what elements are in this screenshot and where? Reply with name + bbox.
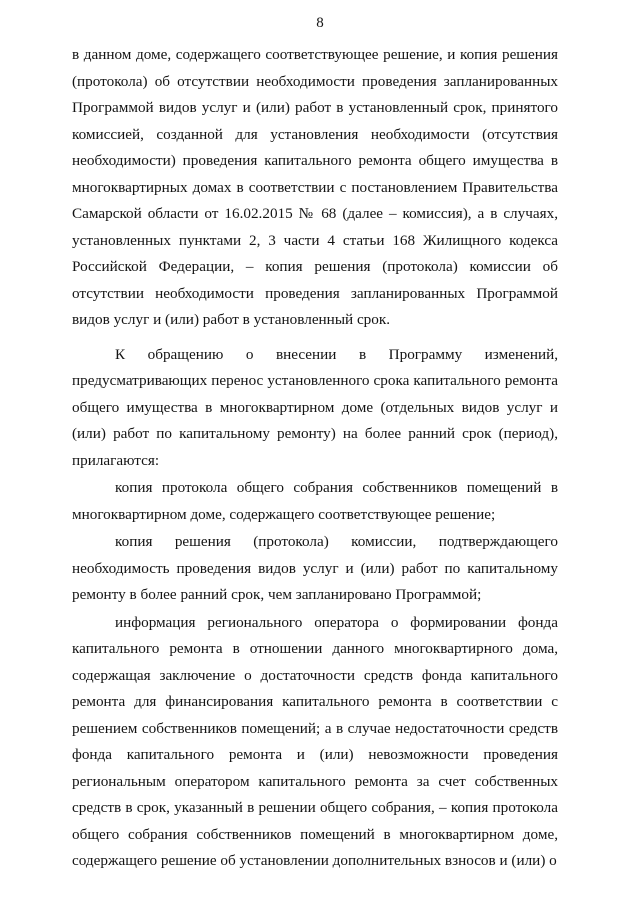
list-item-operator-information: информация регионального оператора о формировании фонда капитального ремонта в отношении данного многоквартирного дома, содержащая заключение о достаточности средств фонда капитального ремонта для финансирования капитального ремонта в соответствии с решением собственников помещений; а в случае недостаточности средств фонда капитального ремонта и (или) невозможности проведения региональным оператором капитального ремонта за счет собственных средств в срок, указанный в решении общего собрания, – копия протокола общего собрания собственников помещений в многоквартирном доме, содержащего решение об установлении дополнительных взносов и (или) о (72, 613, 558, 869)
paragraph-attachments-intro: К обращению о внесении в Программу изменений, предусматривающих перенос установленного срока капитального ремонта общего имущества в многоквартирном доме (отдельных видов услуг и (или) работ по капитальному ремонту) на более ранний срок (период), прилагаются: (72, 345, 558, 469)
list-item-meeting-protocol: копия протокола общего собрания собственников помещений в многоквартирном доме, содержащего соответствующее решение; (72, 479, 558, 523)
page-number: 8 (316, 15, 324, 31)
paragraph-continuation: в данном доме, содержащего соответствующее решение, и копия решения (протокола) об отсутствии необходимости проведения запланированных Программой видов услуг и (или) работ в установленный срок, принятого комиссией, созданной для установления необходимости (отсутствия необходимости) проведения капитального ремонта общего имущества в многоквартирных домах в соответствии с постановлением Правительства Самарской области от 16.02.2015 № 68 (далее – комиссия), а в случаях, установленных пунктами 2, 3 части 4 статьи 168 Жилищного кодекса Российской Федерации, – копия решения (протокола) комиссии об отсутствии необходимости проведения запланированных Программой видов услуг и (или) работ в установленный срок. (72, 46, 558, 328)
list-item-commission-decision: копия решения (протокола) комиссии, подтверждающего необходимость проведения видов услуг и (или) работ по капитальному ремонту в более ранний срок, чем запланировано Программой; (72, 533, 558, 603)
document-body (72, 42, 558, 875)
